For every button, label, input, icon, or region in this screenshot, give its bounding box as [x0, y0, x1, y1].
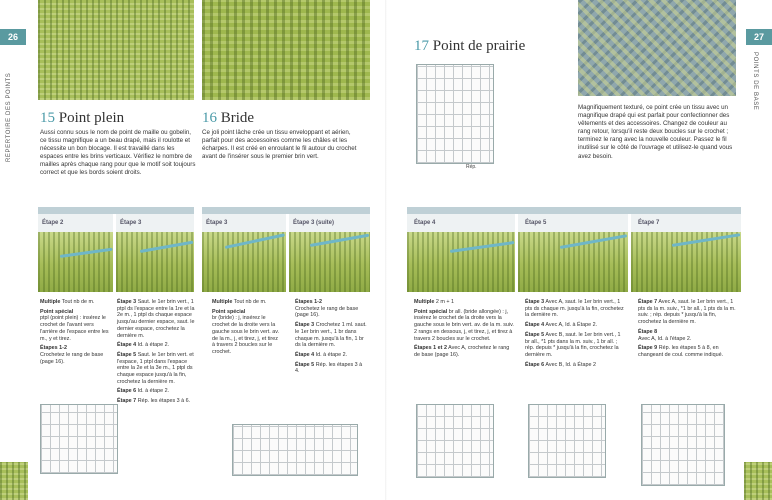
swatch-photo-bride [202, 0, 370, 100]
instructions-17-b: Étape 3 Avec A, saut. le 1er brin vert., 1 pts ds chaque m. jusqu'à la fin, crochetez la dernière m. Étape 4 Avec A, Id. à Étape 2. Étape 5 Avec B, saut. le 1er brin vert., 1 br all., *1 pts dans la m. suiv., 1 br all. ; rép. depuis * jusqu'à la fin, crochetez la dernière m. Étape 6 Avec B, Id. à Étape 2 [525, 299, 624, 368]
step-label: Étape 5 [525, 220, 547, 226]
step-label: Étape 3 (suite) [293, 220, 335, 226]
section-number: 17 [414, 38, 429, 54]
step-label: Étape 7 [638, 220, 660, 226]
stitch-chart-16 [232, 424, 358, 476]
stitch-chart-15 [40, 404, 118, 474]
instructions-16-b: Étapes 1-2 Crochetez le rang de base (page 16). Étape 3 Crochetez 1 ml. saut. le 1er brin vert., 1 br dans chaque m. jusqu'à la fin, 1 br ds la dernière m. Étape 4 Id. à étape 2. Étape 5 Rép. les étapes 3 à 4. [295, 299, 367, 375]
swatch-photo-point-de-prairie [578, 0, 736, 96]
stitch-chart-17-main [416, 64, 494, 164]
step-label: Étape 3 [120, 220, 142, 226]
step-photo [116, 232, 194, 292]
stitch-chart-17-c [641, 404, 725, 486]
step-label: Étape 3 [206, 220, 228, 226]
instructions-15-b: Étape 3 Saut. le 1er brin vert., 1 ptpl ds l'espace entre la 1re et la 2e m., 1 ptpl ds chaque espace jusqu'au dernier espace, saut. le dernier espace, crochetez la dernière m. Étape 4 Id. à étape 2. Étape 5 Saut. le 1er brin vert. et l'espace, 1 ptpl dans l'espace entre la 2e et la 3e m., 1 ptpl ds chaque espace jusqu'à la fin, crochetez la dernière m. Étape 6 Id. à étape 2. Étape 7 Rép. les étapes 3 à 6. [117, 299, 195, 405]
section-text-15: Aussi connu sous le nom de point de maille ou gobelin, ce tissu magnifique a un beau drapé, mais il roulotte et nécessite un bon blocage. Il est travaillé dans les espaces entre les brins verticaux. Vérifiez le nombre de mailles après chaque rang pour que le motif soit toujours correct et que les bords soient droits. [40, 129, 196, 177]
chart-repeat-label: Rép. [466, 164, 477, 170]
step-photo [407, 232, 515, 292]
step-label: Étape 4 [414, 220, 436, 226]
steps-band-left [38, 207, 194, 214]
section-name: Point de prairie [432, 38, 526, 54]
swatch-corner-left [0, 462, 28, 500]
section-text-16: Ce joli point lâche crée un tissu enveloppant et aérien, parfait pour des accessoires comme les châles et les écharpes. Il est créé en enroulant le fil autour du crochet avant de l'insérer sous le premier brin vert. [202, 129, 357, 161]
section-title-15 [40, 110, 124, 127]
sidebar-right: POINTS DE BASE [752, 52, 758, 111]
section-name: Bride [220, 110, 255, 126]
section-title-17 [414, 38, 525, 55]
instructions-17-c: Étape 7 Avec A, saut. le 1er brin vert., 1 pts ds la m. suiv., *1 br all., 1 pts ds la m. suiv. ; rép. depuis * jusqu'à la fin, crochetez la dernière m. Étape 8 Avec A, Id. à l'étape 2. Étape 9 Rép. les étapes 5 à 8, en changeant de coul. comme indiqué. [638, 299, 736, 358]
section-text-17: Magnifiquement texturé, ce point crée un tissu avec un magnifique drapé qui est parfait pour confectionner des vêtements et des accessoires. Changez de couleur au rang retour, lorsqu'il reste deux boucles sur le crochet ; terminez le rang avec la nouvelle couleur. Passez le fil inutilisé sur le côté de l'ouvrage et utilisez-le quand vous avez besoin. [578, 104, 733, 160]
page-number-left: 26 [0, 29, 26, 45]
instructions-17-a: Multiple 2 m + 1 Point spécial br all. (bride allongée) : j, insérez le crochet de la droite vers la gauche sous le brin vert. av. de la m. suiv. 2 rangs en dessous, j, et tirez, j, et tirez à travers 2 boucles sur le crochet. Étapes 1 et 2 Avec A, crochetez le rang de base (page 16). [414, 299, 514, 358]
swatch-corner-right [744, 462, 772, 500]
stitch-chart-17-b [528, 404, 606, 478]
section-number: 15 [40, 110, 55, 126]
section-name: Point plein [58, 110, 125, 126]
page-number-right: 27 [746, 29, 772, 45]
book-gutter [385, 0, 387, 500]
instructions-15-a: Multiple Tout nb de m. Point spécial ptpl (point plein) : insérez le crochet de l'avant vers l'arrière de l'espace entre les m., y et tirez. Étapes 1-2 Crochetez le rang de base (page 16). [40, 299, 109, 365]
step-label: Étape 2 [42, 220, 64, 226]
swatch-photo-point-plein [38, 0, 194, 100]
stitch-chart-17-a [416, 404, 494, 478]
steps-band-right [407, 207, 741, 214]
step-photo [38, 232, 113, 292]
section-title-16 [202, 110, 254, 127]
sidebar-left: RÉPERTOIRE DES POINTS [6, 72, 12, 162]
steps-band-left-2 [202, 207, 370, 214]
section-number: 16 [202, 110, 217, 126]
step-photo [518, 232, 628, 292]
instructions-16-a: Multiple Tout nb de m. Point spécial br (bride) : j, insérez le crochet de la droite vers la gauche sous le brin vert. av. de la m., j, et tirez, j, et tirez à travers 2 boucles sur le crochet. [212, 299, 280, 355]
